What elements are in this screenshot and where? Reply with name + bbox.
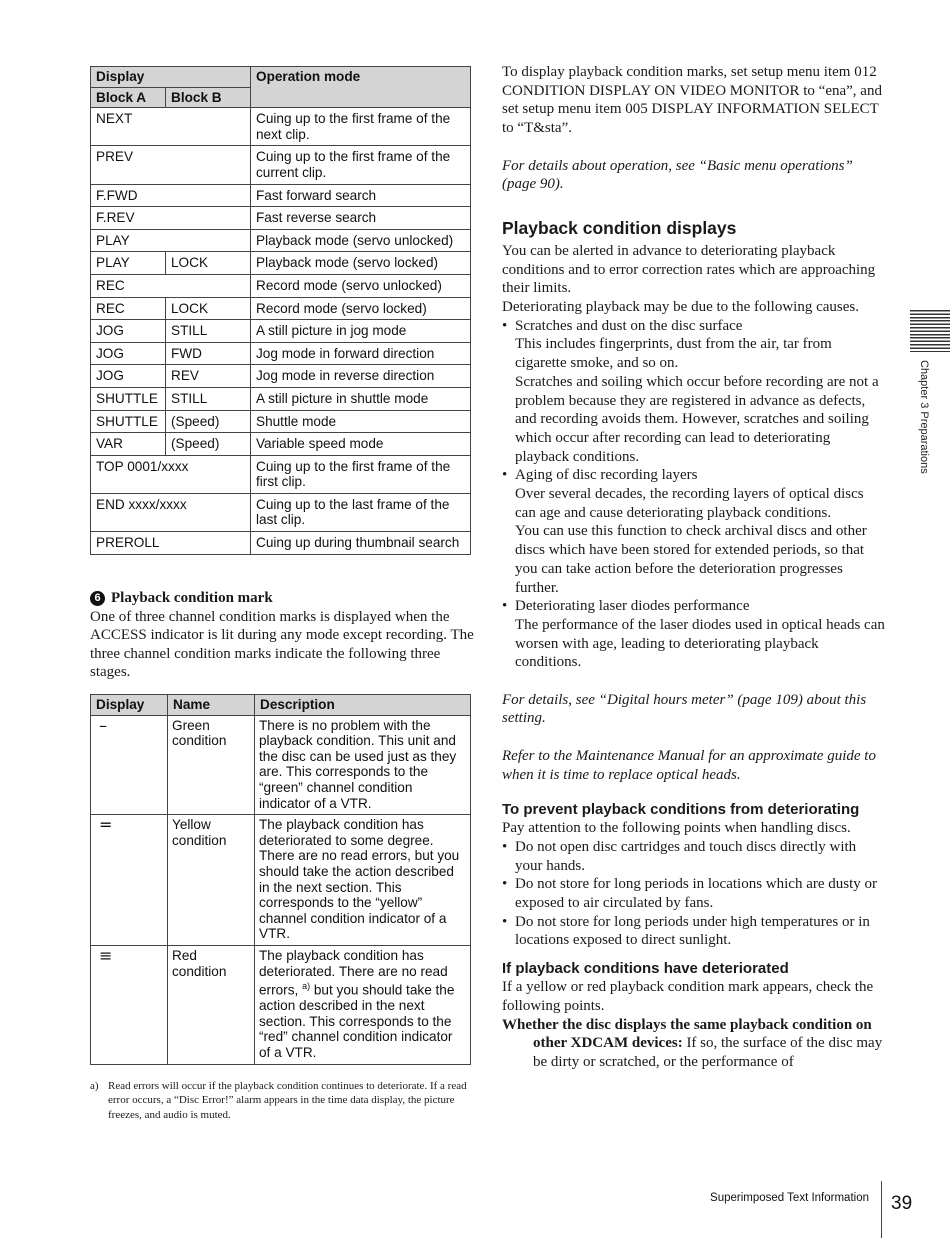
section-heading	[90, 589, 475, 608]
right-column	[502, 63, 886, 1072]
block-b-cell: REV	[166, 365, 251, 388]
subheading-prevent-deterioration: To prevent playback conditions from deteriorating	[502, 801, 860, 819]
operation-mode-cell: Shuttle mode	[251, 410, 471, 433]
operation-mode-cell: Record mode (servo locked)	[251, 297, 471, 320]
condition-name: Green condition	[168, 715, 255, 815]
header-block-b: Block B	[166, 87, 251, 108]
block-a-cell: SHUTTLE	[91, 410, 166, 433]
list-item: • Deteriorating laser diodes performance The performance of the laser diodes used in optical heads can worsen with age, leading to deteriorating playback conditions.	[502, 598, 885, 671]
footnote	[90, 1079, 475, 1122]
check-point-text: If so, the surface of the disc may be dirty or scratched, or the performance of	[533, 1035, 883, 1070]
header-operation-mode: Operation mode	[251, 67, 471, 108]
operation-mode-cell: Playback mode (servo unlocked)	[251, 229, 471, 252]
cause-title: Scratches and dust on the disc surface	[515, 317, 743, 334]
operation-mode-cell: A still picture in jog mode	[251, 320, 471, 343]
block-b-cell: STILL	[166, 320, 251, 343]
paragraph: Deteriorating playback may be due to the following causes.	[502, 299, 859, 316]
causes-list	[502, 317, 886, 672]
condition-description: The playback condition has deteriorated to some degree. There are no read errors, but you should take the action described in the next section. This corresponds to the “yellow” channel condition indicator of a VTR.	[255, 815, 471, 946]
footnote-ref[interactable]: a)	[302, 981, 311, 992]
condition-name: Yellow condition	[168, 815, 255, 946]
display-cell: F.FWD	[91, 184, 251, 207]
table-row	[91, 433, 471, 456]
header-description: Description	[255, 695, 471, 716]
operation-mode-cell: Fast reverse search	[251, 207, 471, 230]
table-row	[91, 297, 471, 320]
block-a-cell: SHUTTLE	[91, 387, 166, 410]
reference-note: Refer to the Maintenance Manual for an approximate guide to when it is time to replace optical heads.	[502, 747, 876, 783]
block-a-cell: JOG	[91, 342, 166, 365]
paragraph: Pay attention to the following points when handling discs.	[502, 820, 851, 837]
table-row	[91, 274, 471, 297]
chapter-tab-stripes	[910, 310, 950, 352]
footnote-text: Read errors will occur if the playback condition continues to deteriorate. If a read error occurs, a “Disc Error!” alarm appears in the time data display, the picture freezes, and audio is muted.	[108, 1080, 467, 1121]
playback-condition-mark-section	[90, 589, 475, 682]
display-cell: PREROLL	[91, 532, 251, 555]
table-row	[91, 493, 471, 531]
section-heading-playback-condition-displays: Playback condition displays	[502, 217, 737, 238]
operation-mode-cell: Cuing up to the last frame of the last clip.	[251, 493, 471, 531]
cause-text: The performance of the laser diodes used in optical heads can worsen with age, leading to deteriorating playback conditions.	[515, 616, 885, 671]
intro-paragraph: To display playback condition marks, set setup menu item 012 CONDITION DISPLAY ON VIDEO MONITOR to “ena”, and set setup menu item 005 DISPLAY INFORMATION SELECT to “T&sta”.	[502, 64, 882, 137]
operation-mode-cell: Cuing up to the first frame of the first clip.	[251, 455, 471, 493]
header-display: Display	[91, 695, 168, 716]
table-row	[91, 108, 471, 146]
header-block-a: Block A	[91, 87, 166, 108]
list-item: • Do not store for long periods under high temperatures or in locations exposed to direct sunlight.	[502, 913, 870, 949]
cause-text: You can use this function to check archival discs and other discs which have been stored for extended periods, so that you can take action before the deterioration progresses further.	[515, 523, 867, 596]
operation-mode-cell: Cuing up during thumbnail search	[251, 532, 471, 555]
list-item: • Do not open disc cartridges and touch discs directly with your hands.	[502, 838, 857, 874]
condition-name: Red condition	[168, 945, 255, 1064]
table-row	[91, 532, 471, 555]
operation-mode-cell: Variable speed mode	[251, 433, 471, 456]
table-row	[91, 945, 471, 1064]
table-row	[91, 146, 471, 184]
table-row	[91, 815, 471, 946]
operation-mode-cell: Playback mode (servo locked)	[251, 252, 471, 275]
display-cell: REC	[91, 274, 251, 297]
display-cell: PREV	[91, 146, 251, 184]
cause-text: Scratches and soiling which occur before recording are not a problem because they are registered in advance as defects, and recording avoids them. However, scratches and soiling which occur after recording can lead to deteriorating playback conditions.	[515, 373, 879, 465]
list-item: • Aging of disc recording layers Over several decades, the recording layers of optical discs can age and cause deteriorating playback conditions. You can use this function to check archival discs and other discs which have been stored for extended periods, so that you can take action before the deterioration progresses further.	[502, 466, 886, 597]
header-name: Name	[168, 695, 255, 716]
block-b-cell: (Speed)	[166, 433, 251, 456]
cause-text: This includes fingerprints, dust from the air, tar from cigarette smoke, and so on.	[515, 336, 832, 372]
reference-note: For details, see “Digital hours meter” (page 109) about this setting.	[502, 691, 867, 727]
condition-mark-table	[90, 694, 471, 1065]
condition-symbol: =	[91, 815, 168, 946]
table-row	[91, 184, 471, 207]
operation-mode-cell: Jog mode in forward direction	[251, 342, 471, 365]
table-row	[91, 252, 471, 275]
block-b-cell: LOCK	[166, 252, 251, 275]
description-text: The playback condition has deteriorated. There are no read errors,	[259, 947, 448, 998]
block-a-cell: REC	[91, 297, 166, 320]
condition-symbol: ≡	[91, 945, 168, 1064]
cause-title: Deteriorating laser diodes performance	[515, 598, 750, 615]
chapter-tab-label: Chapter 3 Preparations	[918, 360, 930, 474]
header-display: Display	[91, 67, 251, 88]
footer-divider	[881, 1181, 882, 1238]
display-cell: PLAY	[91, 229, 251, 252]
table-row	[91, 387, 471, 410]
footer-section-title: Superimposed Text Information	[710, 1192, 869, 1204]
subheading-if-deteriorated: If playback conditions have deteriorated	[502, 960, 789, 978]
operation-mode-cell: Cuing up to the first frame of the next clip.	[251, 108, 471, 146]
check-point	[502, 1016, 886, 1072]
description-text: but you should take the action described in the next section. This corresponds to the “red” channel condition indicator of a VTR.	[259, 982, 455, 1060]
table-row	[91, 410, 471, 433]
list-item: • Do not store for long periods in locations which are dusty or exposed to air circulated by fans.	[502, 876, 878, 912]
table-row	[91, 229, 471, 252]
condition-description	[255, 945, 471, 1064]
block-b-cell: LOCK	[166, 297, 251, 320]
operation-mode-cell: A still picture in shuttle mode	[251, 387, 471, 410]
page-number: 39	[891, 1193, 913, 1214]
paragraph: You can be alerted in advance to deteriorating playback conditions and to error correction rates which are approaching their limits.	[502, 242, 876, 297]
block-b-cell: STILL	[166, 387, 251, 410]
table-row	[91, 455, 471, 493]
section-body: One of three channel condition marks is displayed when the ACCESS indicator is lit during any mode except recording. The three channel condition marks indicate the following three stages.	[90, 608, 474, 681]
table-row	[91, 207, 471, 230]
footnote-label: a)	[90, 1080, 99, 1092]
table-row	[91, 320, 471, 343]
table-row	[91, 715, 471, 815]
section-number-badge: 6	[90, 591, 105, 606]
operation-mode-cell: Jog mode in reverse direction	[251, 365, 471, 388]
table-row	[91, 365, 471, 388]
section-title: Playback condition mark	[111, 590, 273, 606]
check-point-title: Whether the disc displays the same playback condition on other XDCAM devices:	[502, 1016, 872, 1052]
operation-mode-cell: Cuing up to the first frame of the current clip.	[251, 146, 471, 184]
block-a-cell: PLAY	[91, 252, 166, 275]
block-b-cell: FWD	[166, 342, 251, 365]
list-item: • Scratches and dust on the disc surface This includes fingerprints, dust from the air, tar from cigarette smoke, and so on. Scratches and soiling which occur before recording are not a problem because they are registered in advance as defects, and recording avoids them. However, scratches and soiling which occur after recording can lead to deteriorating playback conditions.	[502, 317, 886, 467]
block-a-cell: VAR	[91, 433, 166, 456]
reference-note: For details about operation, see “Basic menu operations” (page 90).	[502, 157, 853, 193]
display-cell: NEXT	[91, 108, 251, 146]
block-b-cell: (Speed)	[166, 410, 251, 433]
condition-symbol: –	[91, 715, 168, 815]
operation-mode-cell: Fast forward search	[251, 184, 471, 207]
condition-description: There is no problem with the playback condition. This unit and the disc can be used just as they are. This corresponds to the “green” channel condition indicator of a VTR.	[255, 715, 471, 815]
paragraph: If a yellow or red playback condition mark appears, check the following points.	[502, 979, 874, 1014]
display-cell: F.REV	[91, 207, 251, 230]
block-a-cell: JOG	[91, 365, 166, 388]
display-cell: END xxxx/xxxx	[91, 493, 251, 531]
block-a-cell: JOG	[91, 320, 166, 343]
display-cell: TOP 0001/xxxx	[91, 455, 251, 493]
table-row	[91, 342, 471, 365]
cause-text: Over several decades, the recording layers of optical discs can age and cause deteriorating playback conditions.	[515, 486, 864, 521]
cause-title: Aging of disc recording layers	[515, 467, 698, 484]
operation-mode-table	[90, 66, 471, 555]
operation-mode-cell: Record mode (servo unlocked)	[251, 274, 471, 297]
